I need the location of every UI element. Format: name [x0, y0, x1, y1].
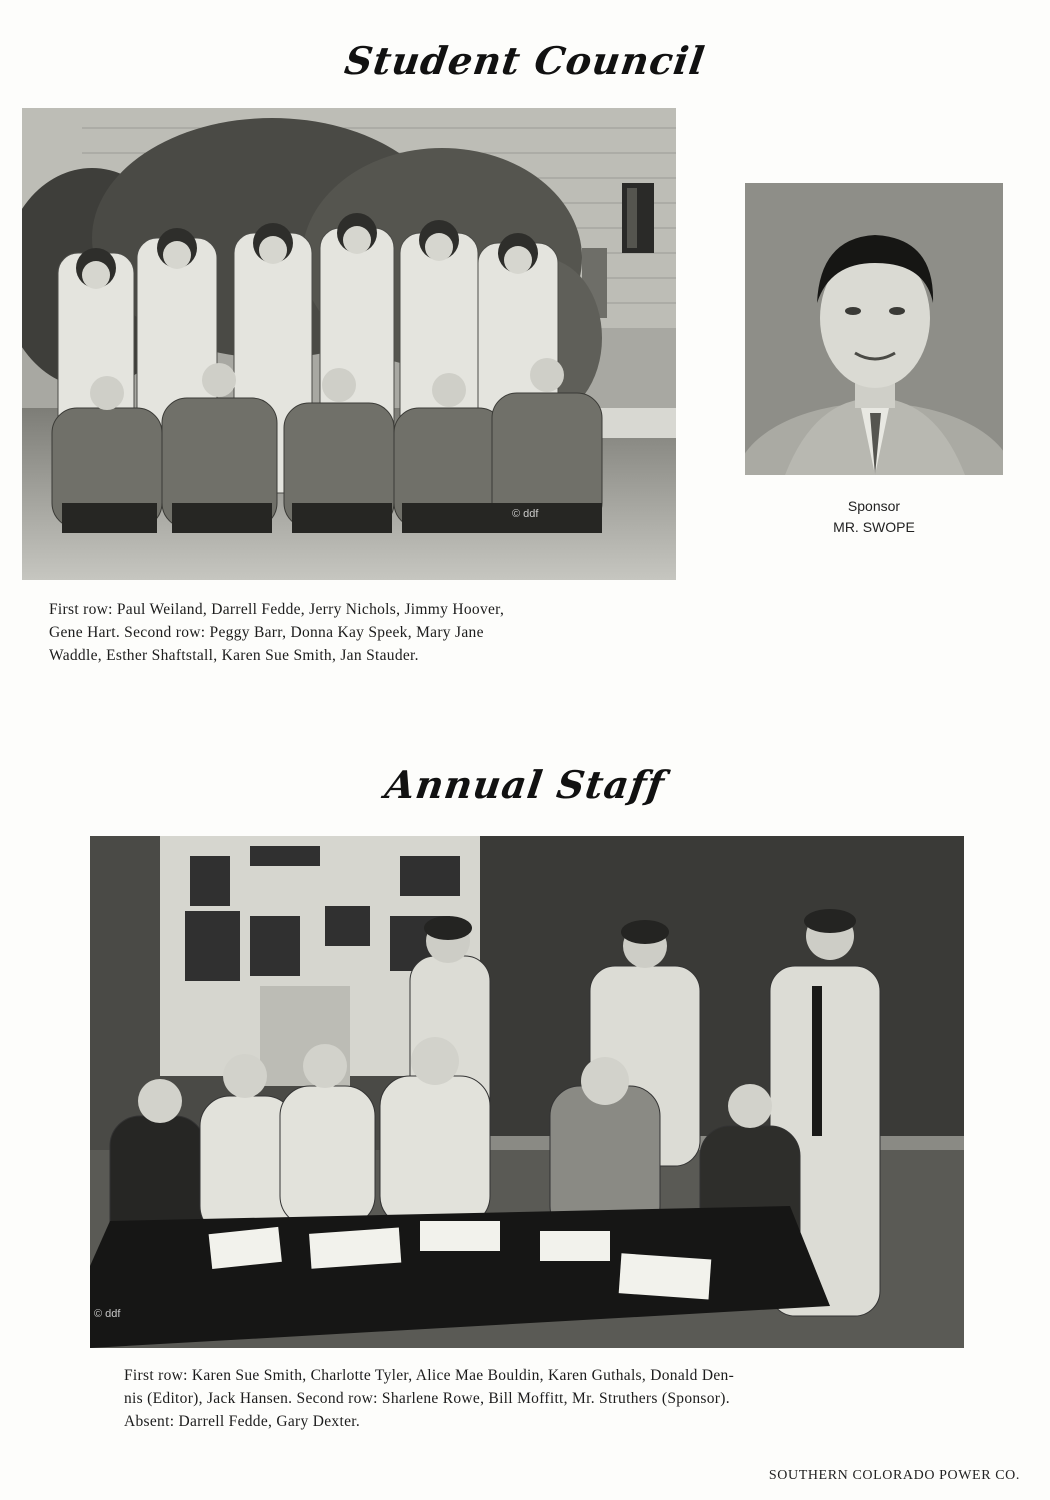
annual-staff-title: Annual Staff [382, 762, 668, 807]
sponsor-portrait-image [745, 183, 1003, 475]
caption-line: Absent: Darrell Fedde, Gary Dexter. [124, 1413, 361, 1430]
photo-watermark: © ddf [512, 508, 539, 520]
student-council-photo [22, 108, 676, 580]
sponsor-name: MR. SWOPE [833, 519, 915, 535]
annual-staff-caption [124, 1364, 734, 1433]
caption-line: Waddle, Esther Shaftstall, Karen Sue Smith, Jan Stauder. [49, 647, 419, 664]
student-council-photo-image [22, 108, 676, 580]
caption-line: nis (Editor), Jack Hansen. Second row: Sharlene Rowe, Bill Moffitt, Mr. Struthers (Sponsor). [124, 1390, 730, 1407]
caption-line: First row: Paul Weiland, Darrell Fedde, Jerry Nichols, Jimmy Hoover, [49, 601, 505, 618]
student-council-title: Student Council [342, 38, 708, 83]
annual-staff-photo [90, 836, 964, 1348]
annual-staff-photo-image [90, 836, 964, 1348]
sponsor-portrait [745, 183, 1003, 475]
caption-line: Gene Hart. Second row: Peggy Barr, Donna Kay Speek, Mary Jane [49, 624, 484, 641]
sponsor-caption [745, 496, 1003, 538]
photo-watermark: © ddf [94, 1308, 121, 1320]
footer-sponsor-credit: SOUTHERN COLORADO POWER CO. [768, 1468, 1020, 1483]
sponsor-label: Sponsor [847, 498, 901, 514]
student-council-caption [49, 598, 504, 667]
caption-line: First row: Karen Sue Smith, Charlotte Tyler, Alice Mae Bouldin, Karen Guthals, Donald Den- [124, 1367, 735, 1384]
